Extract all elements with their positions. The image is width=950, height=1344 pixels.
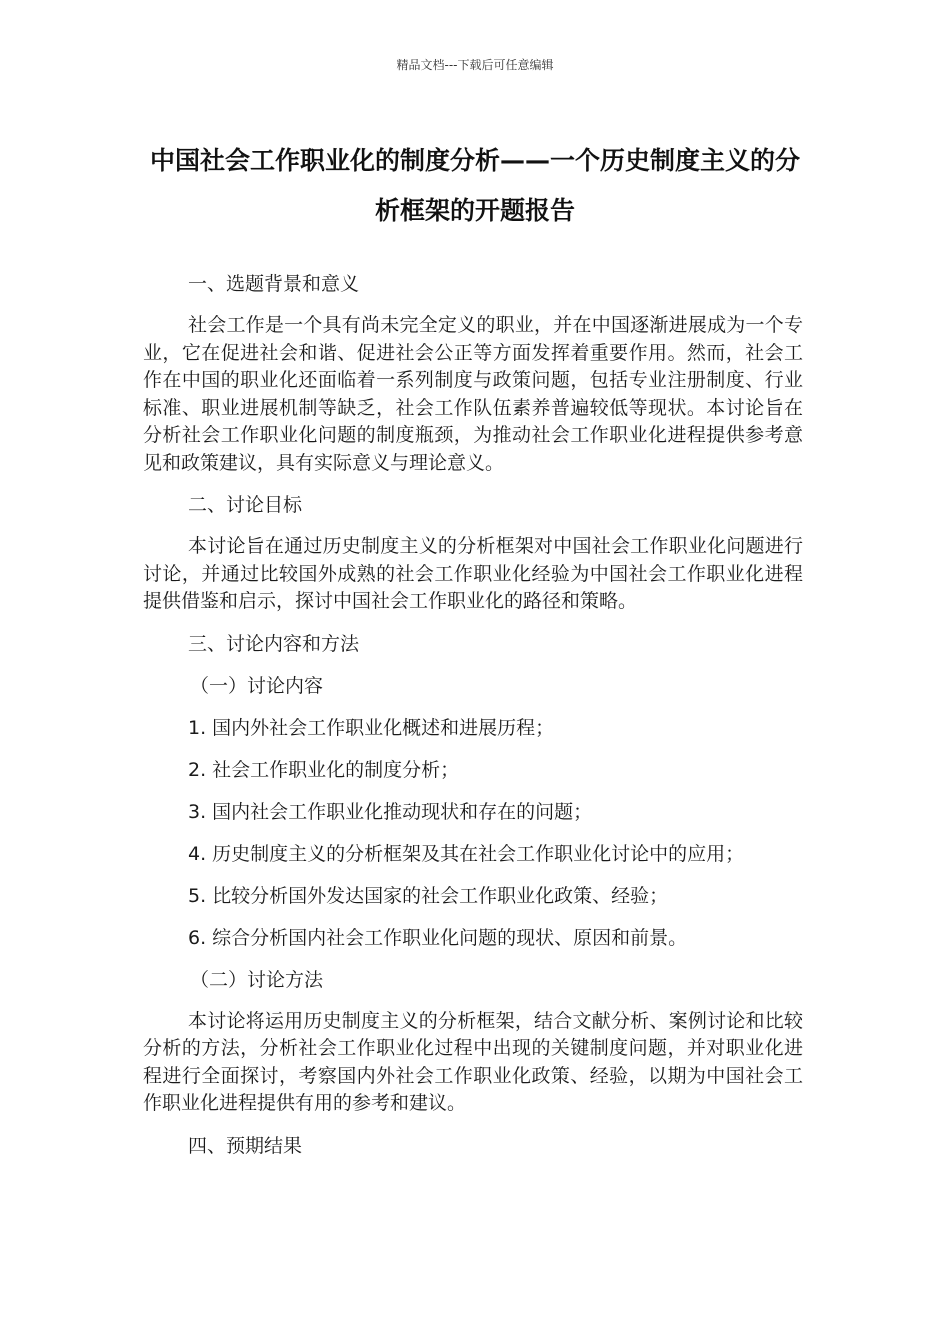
subheading-content: （一）讨论内容 <box>190 674 324 697</box>
document-body <box>143 270 803 1174</box>
section-heading-background: 一、选题背景和意义 <box>188 273 360 295</box>
section-heading-expected-results: 四、预期结果 <box>188 1134 303 1157</box>
page-header-note: 精品文档---下载后可任意编辑 <box>396 58 554 72</box>
subheading-method: （二）讨论方法 <box>190 968 324 991</box>
section-paragraph-method: 本讨论将运用历史制度主义的分析框架，结合文献分析、案例讨论和比较分析的方法，分析社会工作职业化过程中出现的关键制度问题，并对职业化进程进行全面探讨，考察国内外社会工作职业化政策、经验，以期为中国社会工作职业化进程提供有用的参考和建议。 <box>143 1009 803 1114</box>
list-item: 3. 国内社会工作职业化推动现状和存在的问题； <box>188 800 593 823</box>
section-paragraph-background: 社会工作是一个具有尚未完全定义的职业，并在中国逐渐进展成为一个专业，它在促进社会和谐、促进社会公正等方面发挥着重要作用。然而，社会工作在中国的职业化还面临着一系列制度与政策问题，包括专业注册制度、行业标准、职业进展机制等缺乏，社会工作队伍素养普遍较低等现状。本讨论旨在分析社会工作职业化问题的制度瓶颈，为推动社会工作职业化进程提供参考意见和政策建议，具有实际意义与理论意义。 <box>143 314 803 474</box>
list-item: 5. 比较分析国外发达国家的社会工作职业化政策、经验； <box>188 884 669 907</box>
list-item: 6. 综合分析国内社会工作职业化问题的现状、原因和前景。 <box>188 926 688 949</box>
section-heading-objectives: 二、讨论目标 <box>188 494 303 516</box>
section-heading-content-method: 三、讨论内容和方法 <box>188 632 360 655</box>
list-item: 2. 社会工作职业化的制度分析； <box>188 758 460 781</box>
section-paragraph-objectives: 本讨论旨在通过历史制度主义的分析框架对中国社会工作职业化问题进行讨论，并通过比较国外成熟的社会工作职业化经验为中国社会工作职业化进程提供借鉴和启示，探讨中国社会工作职业化的路径和策略。 <box>143 535 803 612</box>
list-item: 4. 历史制度主义的分析框架及其在社会工作职业化讨论中的应用； <box>188 842 745 865</box>
list-item: 1. 国内外社会工作职业化概述和进展历程； <box>188 716 555 739</box>
document-title: 中国社会工作职业化的制度分析——一个历史制度主义的分析框架的开题报告 <box>149 146 800 225</box>
